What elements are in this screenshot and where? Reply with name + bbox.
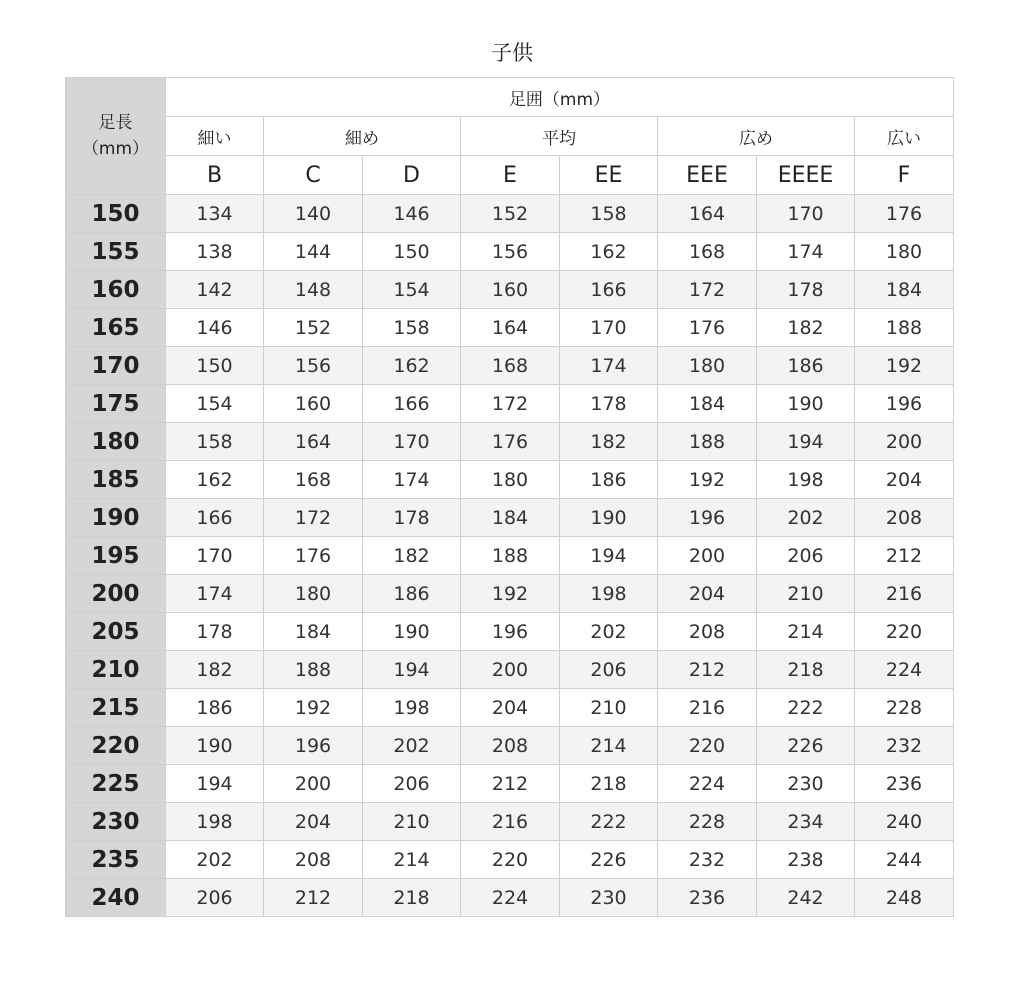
girth-cell: 220	[658, 727, 757, 765]
table-body	[66, 195, 954, 917]
width-header-f: F	[855, 156, 954, 195]
girth-cell: 194	[363, 651, 461, 689]
girth-cell: 222	[757, 689, 855, 727]
girth-cell: 204	[855, 461, 954, 499]
girth-cell: 178	[757, 271, 855, 309]
girth-cell: 192	[461, 575, 560, 613]
table-row	[66, 423, 954, 461]
girth-cell: 212	[461, 765, 560, 803]
table-row	[66, 841, 954, 879]
girth-cell: 192	[855, 347, 954, 385]
girth-cell: 224	[461, 879, 560, 917]
girth-cell: 180	[855, 233, 954, 271]
girth-cell: 204	[461, 689, 560, 727]
girth-cell: 178	[166, 613, 264, 651]
girth-cell: 206	[166, 879, 264, 917]
girth-cell: 220	[855, 613, 954, 651]
girth-cell: 160	[264, 385, 363, 423]
girth-cell: 186	[560, 461, 658, 499]
girth-cell: 232	[658, 841, 757, 879]
girth-cell: 216	[658, 689, 757, 727]
girth-cell: 210	[560, 689, 658, 727]
row-foot-length: 220	[66, 727, 166, 765]
girth-cell: 200	[461, 651, 560, 689]
size-table	[65, 77, 954, 917]
foot-length-unit: （mm）	[81, 139, 150, 159]
girth-cell: 198	[560, 575, 658, 613]
girth-cell: 144	[264, 233, 363, 271]
table-row	[66, 727, 954, 765]
girth-cell: 194	[166, 765, 264, 803]
girth-cell: 148	[264, 271, 363, 309]
girth-cell: 228	[658, 803, 757, 841]
girth-cell: 202	[560, 613, 658, 651]
girth-cell: 218	[757, 651, 855, 689]
girth-cell: 212	[658, 651, 757, 689]
width-header-c: C	[264, 156, 363, 195]
row-foot-length: 190	[66, 499, 166, 537]
row-foot-length: 150	[66, 195, 166, 233]
girth-cell: 190	[166, 727, 264, 765]
girth-cell: 164	[264, 423, 363, 461]
girth-cell: 152	[264, 309, 363, 347]
girth-cell: 182	[166, 651, 264, 689]
group-header-slightly-wide: 広め	[658, 117, 855, 156]
table-row	[66, 575, 954, 613]
girth-cell: 156	[264, 347, 363, 385]
table-row	[66, 803, 954, 841]
girth-cell: 176	[658, 309, 757, 347]
girth-cell: 172	[264, 499, 363, 537]
girth-cell: 234	[757, 803, 855, 841]
girth-cell: 164	[461, 309, 560, 347]
row-foot-length: 180	[66, 423, 166, 461]
girth-cell: 178	[560, 385, 658, 423]
girth-cell: 154	[166, 385, 264, 423]
girth-cell: 232	[855, 727, 954, 765]
girth-cell: 224	[658, 765, 757, 803]
girth-cell: 198	[363, 689, 461, 727]
girth-cell: 186	[757, 347, 855, 385]
girth-cell: 188	[461, 537, 560, 575]
table-row	[66, 233, 954, 271]
girth-cell: 184	[658, 385, 757, 423]
girth-cell: 214	[757, 613, 855, 651]
girth-cell: 180	[264, 575, 363, 613]
girth-cell: 196	[658, 499, 757, 537]
girth-cell: 230	[757, 765, 855, 803]
girth-cell: 160	[461, 271, 560, 309]
girth-cell: 208	[461, 727, 560, 765]
girth-cell: 174	[166, 575, 264, 613]
width-header-b: B	[166, 156, 264, 195]
row-foot-length: 195	[66, 537, 166, 575]
girth-cell: 166	[363, 385, 461, 423]
girth-cell: 236	[658, 879, 757, 917]
group-header-average: 平均	[461, 117, 658, 156]
girth-cell: 212	[855, 537, 954, 575]
girth-cell: 166	[166, 499, 264, 537]
girth-cell: 174	[560, 347, 658, 385]
width-header-eeee: EEEE	[757, 156, 855, 195]
girth-cell: 206	[757, 537, 855, 575]
girth-cell: 168	[264, 461, 363, 499]
girth-cell: 242	[757, 879, 855, 917]
girth-cell: 150	[363, 233, 461, 271]
girth-cell: 202	[166, 841, 264, 879]
table-row	[66, 309, 954, 347]
girth-cell: 176	[855, 195, 954, 233]
girth-cell: 184	[461, 499, 560, 537]
girth-cell: 230	[560, 879, 658, 917]
table-row	[66, 651, 954, 689]
girth-cell: 174	[363, 461, 461, 499]
girth-cell: 200	[264, 765, 363, 803]
girth-cell: 158	[166, 423, 264, 461]
girth-cell: 188	[855, 309, 954, 347]
girth-cell: 218	[560, 765, 658, 803]
table-row	[66, 689, 954, 727]
row-foot-length: 175	[66, 385, 166, 423]
table-row	[66, 347, 954, 385]
group-header-narrow: 細い	[166, 117, 264, 156]
girth-cell: 196	[461, 613, 560, 651]
girth-cell: 168	[658, 233, 757, 271]
girth-cell: 180	[461, 461, 560, 499]
girth-cell: 150	[166, 347, 264, 385]
girth-cell: 186	[363, 575, 461, 613]
girth-cell: 158	[363, 309, 461, 347]
girth-cell: 152	[461, 195, 560, 233]
girth-cell: 194	[560, 537, 658, 575]
girth-cell: 200	[855, 423, 954, 461]
girth-cell: 134	[166, 195, 264, 233]
girth-cell: 196	[855, 385, 954, 423]
girth-cell: 166	[560, 271, 658, 309]
girth-cell: 204	[264, 803, 363, 841]
girth-cell: 184	[855, 271, 954, 309]
girth-cell: 218	[363, 879, 461, 917]
row-foot-length: 185	[66, 461, 166, 499]
girth-cell: 190	[757, 385, 855, 423]
girth-cell: 170	[560, 309, 658, 347]
row-foot-length: 155	[66, 233, 166, 271]
row-foot-length: 160	[66, 271, 166, 309]
foot-length-label: 足長	[98, 113, 133, 133]
row-foot-length: 200	[66, 575, 166, 613]
girth-cell: 208	[264, 841, 363, 879]
girth-cell: 248	[855, 879, 954, 917]
girth-cell: 244	[855, 841, 954, 879]
girth-cell: 158	[560, 195, 658, 233]
girth-cell: 170	[166, 537, 264, 575]
table-row	[66, 537, 954, 575]
girth-cell: 210	[363, 803, 461, 841]
table-row	[66, 613, 954, 651]
girth-cell: 212	[264, 879, 363, 917]
girth-cell: 208	[855, 499, 954, 537]
girth-cell: 198	[166, 803, 264, 841]
table-row	[66, 385, 954, 423]
girth-cell: 188	[264, 651, 363, 689]
table-row	[66, 461, 954, 499]
girth-cell: 238	[757, 841, 855, 879]
width-header-eee: EEE	[658, 156, 757, 195]
girth-cell: 240	[855, 803, 954, 841]
girth-cell: 216	[461, 803, 560, 841]
girth-cell: 182	[560, 423, 658, 461]
row-foot-length: 240	[66, 879, 166, 917]
girth-cell: 156	[461, 233, 560, 271]
girth-cell: 184	[264, 613, 363, 651]
girth-cell: 194	[757, 423, 855, 461]
girth-cell: 192	[264, 689, 363, 727]
group-header-wide: 広い	[855, 117, 954, 156]
girth-cell: 190	[560, 499, 658, 537]
girth-cell: 172	[658, 271, 757, 309]
girth-cell: 186	[166, 689, 264, 727]
foot-girth-header: 足囲（mm）	[166, 78, 954, 117]
girth-cell: 222	[560, 803, 658, 841]
girth-cell: 168	[461, 347, 560, 385]
foot-length-header	[66, 78, 166, 195]
girth-cell: 142	[166, 271, 264, 309]
row-foot-length: 170	[66, 347, 166, 385]
girth-cell: 236	[855, 765, 954, 803]
girth-cell: 208	[658, 613, 757, 651]
girth-cell: 178	[363, 499, 461, 537]
girth-cell: 154	[363, 271, 461, 309]
row-foot-length: 225	[66, 765, 166, 803]
girth-cell: 210	[757, 575, 855, 613]
girth-cell: 206	[560, 651, 658, 689]
girth-cell: 172	[461, 385, 560, 423]
girth-cell: 162	[363, 347, 461, 385]
table-row	[66, 765, 954, 803]
row-foot-length: 165	[66, 309, 166, 347]
girth-cell: 174	[757, 233, 855, 271]
girth-cell: 190	[363, 613, 461, 651]
girth-cell: 214	[560, 727, 658, 765]
girth-cell: 200	[658, 537, 757, 575]
girth-cell: 176	[264, 537, 363, 575]
girth-cell: 170	[757, 195, 855, 233]
girth-cell: 226	[757, 727, 855, 765]
girth-cell: 188	[658, 423, 757, 461]
girth-cell: 216	[855, 575, 954, 613]
girth-cell: 206	[363, 765, 461, 803]
girth-cell: 214	[363, 841, 461, 879]
girth-cell: 202	[757, 499, 855, 537]
girth-cell: 224	[855, 651, 954, 689]
girth-cell: 180	[658, 347, 757, 385]
table-row	[66, 271, 954, 309]
page-title: 子供	[491, 41, 533, 65]
table-row	[66, 195, 954, 233]
girth-cell: 164	[658, 195, 757, 233]
girth-cell: 198	[757, 461, 855, 499]
girth-cell: 192	[658, 461, 757, 499]
group-header-slightly-narrow: 細め	[264, 117, 461, 156]
girth-cell: 196	[264, 727, 363, 765]
girth-cell: 176	[461, 423, 560, 461]
girth-cell: 146	[166, 309, 264, 347]
girth-cell: 170	[363, 423, 461, 461]
girth-cell: 228	[855, 689, 954, 727]
girth-cell: 204	[658, 575, 757, 613]
table-row	[66, 879, 954, 917]
girth-cell: 162	[166, 461, 264, 499]
girth-cell: 140	[264, 195, 363, 233]
row-foot-length: 210	[66, 651, 166, 689]
girth-cell: 220	[461, 841, 560, 879]
girth-cell: 146	[363, 195, 461, 233]
width-header-e: E	[461, 156, 560, 195]
table-row	[66, 499, 954, 537]
row-foot-length: 230	[66, 803, 166, 841]
row-foot-length: 215	[66, 689, 166, 727]
girth-cell: 226	[560, 841, 658, 879]
girth-cell: 182	[363, 537, 461, 575]
row-foot-length: 205	[66, 613, 166, 651]
row-foot-length: 235	[66, 841, 166, 879]
girth-cell: 138	[166, 233, 264, 271]
girth-cell: 182	[757, 309, 855, 347]
width-header-ee: EE	[560, 156, 658, 195]
girth-cell: 202	[363, 727, 461, 765]
width-header-d: D	[363, 156, 461, 195]
girth-cell: 162	[560, 233, 658, 271]
